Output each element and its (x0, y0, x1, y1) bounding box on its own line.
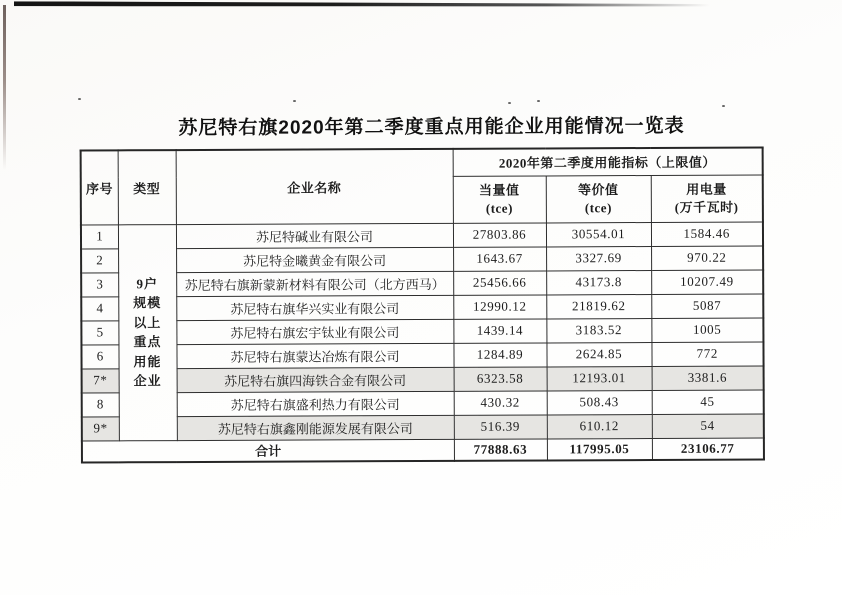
company-name: 苏尼特右旗宏宇钛业有限公司 (176, 319, 453, 344)
parity-value: 3183.52 (546, 318, 651, 342)
equivalent-value: 516.39 (454, 414, 547, 438)
header-row-group (81, 148, 763, 178)
electricity-value: 10207.49 (651, 270, 763, 294)
parity-value: 12193.01 (547, 366, 652, 390)
row-seq: 1 (81, 224, 118, 248)
table-row (81, 246, 763, 273)
row-seq: 3 (81, 272, 118, 296)
parity-value: 2624.85 (546, 342, 651, 366)
total-label: 合计 (82, 439, 454, 463)
table-row (81, 270, 763, 297)
table-row (81, 222, 763, 249)
table-row (82, 390, 764, 417)
company-name: 苏尼特右旗华兴实业有限公司 (176, 295, 453, 320)
electricity-value: 772 (651, 342, 763, 366)
equivalent-value: 25456.66 (453, 270, 546, 294)
equivalent-value: 1439.14 (453, 318, 546, 342)
table-row (81, 294, 763, 321)
table-row (81, 342, 763, 369)
table-row (81, 318, 763, 345)
equivalent-value: 1643.67 (453, 246, 546, 270)
electricity-value: 5087 (651, 294, 763, 318)
col-header-seq: 序号 (81, 150, 118, 224)
col-header-quota-group: 2020年第二季度用能指标（上限值） (453, 148, 763, 176)
col-header-company: 企业名称 (176, 149, 453, 224)
electricity-value: 970.22 (651, 246, 763, 270)
row-seq: 9* (82, 416, 119, 440)
row-seq: 7* (82, 368, 119, 392)
electricity-value: 3381.6 (652, 366, 764, 390)
electricity-value: 1005 (651, 318, 763, 342)
total-parity-value: 117995.05 (547, 438, 652, 460)
energy-usage-table (80, 147, 765, 464)
company-name: 苏尼特碱业有限公司 (176, 223, 453, 248)
row-seq: 8 (82, 392, 119, 416)
equivalent-value: 27803.86 (453, 222, 546, 246)
total-row (82, 438, 764, 463)
company-name: 苏尼特右旗蒙达冶炼有限公司 (176, 343, 453, 368)
parity-value: 3327.69 (546, 246, 651, 270)
total-electricity-value: 23106.77 (652, 438, 764, 460)
row-seq: 6 (81, 344, 118, 368)
company-name: 苏尼特右旗盛利热力有限公司 (177, 391, 454, 416)
company-name: 苏尼特金曦黄金有限公司 (176, 247, 453, 272)
total-equivalent-value: 77888.63 (454, 438, 547, 460)
electricity-value: 54 (652, 414, 764, 438)
company-name: 苏尼特右旗四海铁合金有限公司 (177, 367, 454, 392)
equivalent-value: 1284.89 (453, 342, 546, 366)
parity-value: 43173.8 (546, 270, 651, 294)
company-name: 苏尼特右旗鑫刚能源发展有限公司 (177, 415, 454, 440)
parity-value: 508.43 (547, 390, 652, 414)
electricity-value: 45 (652, 390, 764, 414)
parity-value: 21819.62 (546, 294, 651, 318)
company-name: 苏尼特右旗新蒙新材料有限公司（北方西马） (176, 271, 453, 296)
equivalent-value: 12990.12 (453, 294, 546, 318)
col-header-type: 类型 (118, 150, 176, 224)
parity-value: 610.12 (547, 414, 652, 438)
col-header-equivalent: 当量值 (tce) (453, 175, 546, 222)
row-seq: 4 (81, 296, 118, 320)
equivalent-value: 430.32 (454, 390, 547, 414)
type-group-cell: 9户 规模 以上 重点 用能 企业 (118, 224, 177, 440)
table-row (82, 414, 764, 441)
parity-value: 30554.01 (546, 222, 651, 246)
row-seq: 2 (81, 248, 118, 272)
table-row (82, 366, 764, 393)
col-header-electricity: 用电量 (万千瓦时) (651, 175, 763, 222)
col-header-parity: 等价值 (tce) (546, 175, 651, 222)
row-seq: 5 (81, 320, 118, 344)
page-title: 苏尼特右旗2020年第二季度重点用能企业用能情况一览表 (178, 115, 685, 140)
equivalent-value: 6323.58 (454, 366, 547, 390)
electricity-value: 1584.46 (651, 222, 763, 246)
